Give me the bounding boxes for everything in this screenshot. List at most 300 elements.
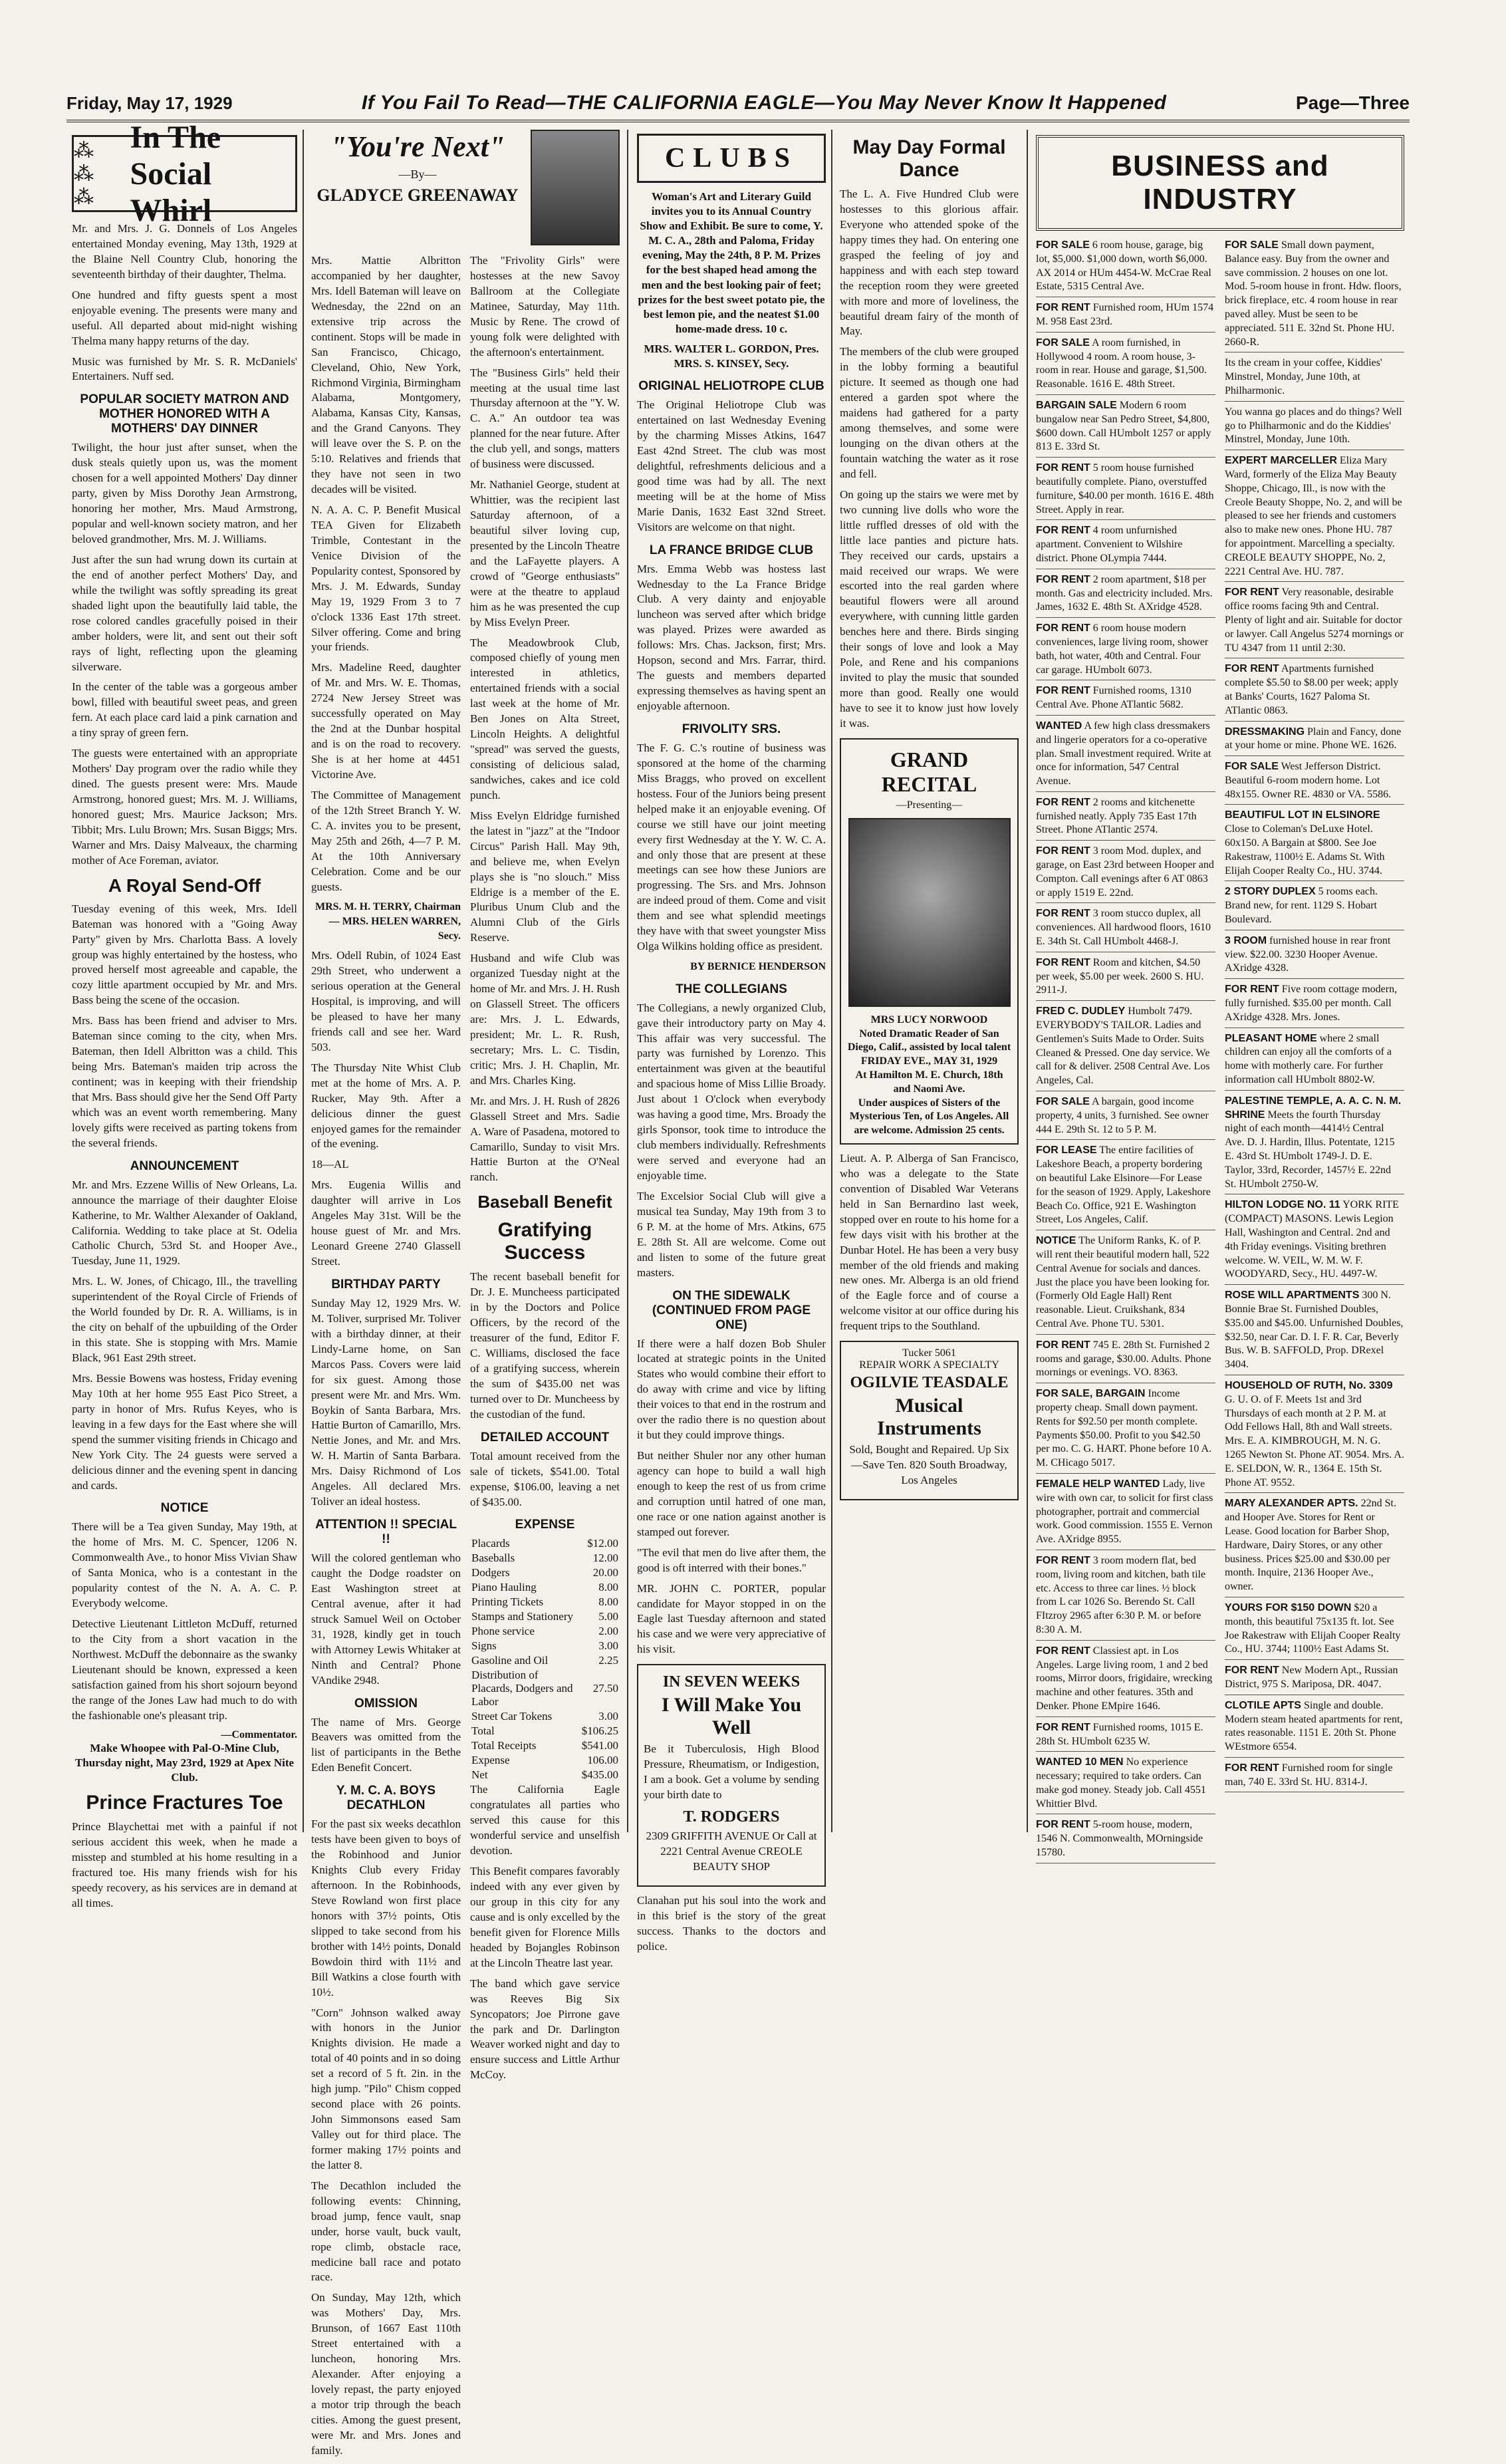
- classified-ad: [1036, 796, 1215, 841]
- classified-text: 300 N. Bonnie Brae St. Furnished Doubles, $35.00 and $45.00. Unfurnished Doubles, $32.50, near Car. D. I. F. R. Car, Beverly Bus. W. B. SAFFOLD, Prop. DRexel 3404.: [1225, 1290, 1404, 1371]
- article-headline: OMISSION: [354, 1696, 418, 1711]
- article-headline: DETAILED ACCOUNT: [480, 1430, 610, 1444]
- expense-item: Piano Hauling: [471, 1581, 537, 1594]
- article-headline: BIRTHDAY PARTY: [331, 1277, 441, 1292]
- classified-text: 22nd St. and Hooper Ave. Stores for Rent or Lease. Good location for Barber Shop, Hardware, Dairy Stores, or any other business. Prices $25.00 and $30.00 per month. Inquire, 2136 Hooper Ave., owner.: [1225, 1498, 1396, 1593]
- expense-item: Gasoline and Oil: [471, 1654, 549, 1667]
- classified-heading: FOR RENT: [1225, 663, 1279, 675]
- classified-ad: [1225, 406, 1404, 450]
- classified-heading: DRESSMAKING: [1225, 726, 1305, 738]
- classified-heading: FOR RENT: [1036, 956, 1090, 968]
- classified-ad: [1225, 1601, 1404, 1660]
- classified-heading: BARGAIN SALE: [1036, 399, 1117, 411]
- classified-ad: [1036, 399, 1215, 458]
- classified-text: Furnished rooms, 1310 Central Ave. Phone ATlantic 5682.: [1036, 685, 1192, 711]
- section-title: CLUBS: [637, 134, 826, 183]
- article-paragraph: Sunday May 12, 1929 Mrs. W. M. Toliver, surprised Mr. Toliver with a birthday dinner, at their Lindy-Larne home, on San Marcos Pass. Covers were laid for six guest. Among those present were Mr. and Mrs. Wm. Boykin of Santa Barbara, Mrs. Hattie Burton of Camarillo, Mrs. Nettie Jones, and Mr. and Mrs. W. H. Martin of Santa Barbara. Mrs. Daisy Richmond of Los Angeles. All declared Mrs. Toliver an ideal hostess.: [311, 1296, 461, 1508]
- section-title: In The Social Whirl: [130, 119, 221, 228]
- ad-address: 2309 GRIFFITH AVENUE Or Call at 2221 Central Avenue CREOLE BEAUTY SHOP: [646, 1830, 817, 1873]
- article-paragraph: Detective Lieutenant Littleton McDuff, returned to the City from a short vacation in the Northwest. McDuff the debonnaire as the swanky Lieutenant should be known, expressed a keen satisfaction gained from his short sojourn beyond the range of the Jones Law had much to do with the fashionable one's pleasant trip.: [72, 1617, 297, 1722]
- classified-text: 2 room apartment, $18 per month. Gas and electricity included. Mrs. James, 1632 E. 48th St. AXridge 4528.: [1036, 573, 1213, 613]
- expense-row: [470, 1753, 620, 1768]
- classified-text: 6 room house, garage, big lot, $5,000. $1,000 down, worth $6,000. AX 2014 or HUm 4454-W. McCrae Real Estate, 5315 Central Ave.: [1036, 239, 1211, 293]
- author-name: GLADYCE GREENAWAY: [316, 186, 519, 205]
- classified-text: 4 room unfurnished apartment. Convenient to Wilshire district. Phone OLympia 7444.: [1036, 525, 1183, 564]
- classified-ad: [1225, 1497, 1404, 1597]
- classified-heading: YOURS FOR $150 DOWN: [1225, 1601, 1352, 1613]
- by-line-label: —By—: [398, 168, 437, 181]
- expense-item: Expense: [471, 1754, 510, 1767]
- classified-text: Lady, live wire with own car, to solicit for first class photographer, portrait and commercial work. Good commission. 1555 E. Vernon Ave. AXridge 8955.: [1036, 1478, 1213, 1546]
- expense-row: [470, 1653, 620, 1668]
- classified-text: Very reasonable, desirable office rooms facing 9th and Central. Plenty of light and air. Suitable for doctor or lawyer. Call Angelus 5274 mornings or TU 4347 from 11 until 2:30.: [1225, 587, 1404, 654]
- classified-heading: FOR RENT: [1036, 622, 1090, 634]
- column-business-industry: [1031, 130, 1410, 1859]
- article-paragraph: But neither Shuler nor any other human agency can hope to build a wall high enough to keep the rest of us from crime and corruption until hatred of one man, one race or one nation against another is stamped out forever.: [637, 1449, 826, 1538]
- article-paragraph: Miss Evelyn Eldridge furnished the latest in "jazz" at the "Indoor Circus" Parish Hall. May 9th, and believe me, when Evelyn plays she is "no slouch." Miss Eldrige is a member of the E. Pluribus Unum Club and the Alumni Club of the Girls Reserve.: [470, 809, 620, 944]
- classified-ad: [1036, 1645, 1215, 1717]
- classified-text: New Modern Apt., Russian District, 975 S. Mariposa, DR. 4047.: [1225, 1665, 1398, 1690]
- classified-heading: FOR RENT: [1225, 1665, 1279, 1677]
- article-paragraph: Mrs. Bass has been friend and adviser to Mrs. Bateman since coming to the city, when Mrs. Bateman, then Idell Albritton was a child. This being Mrs. Bateman's maiden trip across the continent; was in keeping with their friendship that Mrs. Bass should give her the Send Off Party which was an event worth remembering. Many lovely gifts were received as parting tokens from the several friends.: [72, 1014, 297, 1149]
- classified-text: Meets the fourth Thursday night of each month—4414½ Central Ave. D. J. Hardin, Illus. Potentate, 1215 E. 43rd St. HUmbolt 1749-J. D. E. Taylor, 33rd, Recorder, 1457½ E. 22nd St. HUmbolt 2750-W.: [1225, 1109, 1395, 1190]
- expense-row: [470, 1566, 620, 1580]
- article-paragraph: Mr. and Mrs. J. H. Rush of 2826 Glassell Street and Mrs. Sadie A. Ware of Pasadena, motored to Camarillo, Sunday to visit Mrs. Hattie Burton at the O'Neal ranch.: [470, 1094, 620, 1184]
- masthead-slogan: If You Fail To Read—THE CALIFORNIA EAGLE—You May Never Know It Happened: [361, 92, 1167, 114]
- expense-amount: 106.00: [587, 1754, 618, 1767]
- article-headline: May Day Formal Dance: [852, 136, 1006, 181]
- expense-item: Signs: [471, 1639, 497, 1653]
- classified-heading: HILTON LODGE NO. 11: [1225, 1199, 1340, 1211]
- classified-heading: 2 STORY DUPLEX: [1225, 886, 1316, 898]
- article-paragraph: The Original Heliotrope Club was entertained on last Wednesday Evening by the charming Misses Atkins, 1647 East 42nd Street. The club was most delightful, refreshments delicious and a good time was had by all. The next meeting will be at the home of Miss Marie Danis, 1632 East 32nd Street. Visitors are welcome on that night.: [637, 398, 826, 533]
- article-headline: A Royal Send-Off: [108, 875, 261, 896]
- expense-item: Dodgers: [471, 1566, 510, 1579]
- classified-ad: [1225, 726, 1404, 757]
- classified-heading: FOR RENT: [1036, 573, 1090, 585]
- classified-heading: HOUSEHOLD OF RUTH, No. 3309: [1225, 1379, 1393, 1391]
- article-paragraph: The Collegians, a newly organized Club, gave their introductory party on May 4. This affair was very successful. The party was furnished by Lorenzo. This entertainment was given at the beautiful and spacious home of Miss Lillie Broady. Just about 1 O'clock when everybody was having a good time, Mrs. Broady the girls Sponsor, took time to introduce the club members individually. Refreshments were served and everyone had an enjoyable time.: [637, 1001, 826, 1182]
- article-paragraph: If there were a half dozen Bob Shuler located at strategic points in the United States who would combine their effort to do away with crime and vice by lifting their voices to that end in the rostrum and over the radio there is no question about it but they could improve things.: [637, 1337, 826, 1442]
- classified-heading: FOR RENT: [1036, 908, 1090, 920]
- classified-ad: [1225, 1664, 1404, 1695]
- recital-venue: At Hamilton M. E. Church, 18th and Naomi Ave.: [855, 1069, 1003, 1095]
- classified-heading: FOR RENT: [1036, 302, 1090, 314]
- article-headline: ANNOUNCEMENT: [130, 1159, 239, 1173]
- classified-ad: [1036, 1339, 1215, 1383]
- classified-heading: FOR RENT: [1036, 1339, 1090, 1351]
- article-paragraph: In the center of the table was a gorgeous amber bowl, filled with beautiful sweet peas, and green fern. At each place card laid a pink carnation and a tiny spray of green fern.: [72, 680, 297, 740]
- expense-item: Phone service: [471, 1625, 535, 1638]
- article-paragraph: This Benefit compares favorably indeed with any ever given by our group in this city for any cause and is only excelled by the benefit given for Florence Mills headed by Bojangles Robinson at the Lincoln Theatre last year.: [470, 1865, 620, 1969]
- article-paragraph: The Committee of Management of the 12th Street Branch Y. W. C. A. invites you to be present, May 25th and 26th, 4—7 P. M. At the 10th Anniversary Celebration. Come and be our guests.: [311, 788, 461, 893]
- signature: 18—AL: [311, 1158, 349, 1171]
- performer-portrait: [848, 818, 1011, 1007]
- classified-text: Income property cheap. Small down payment. Rents for $92.50 per month complete. Payments $50.00. Profit to you $42.50 per mo. C. G. HART. Phone before 10 A. M. CHicago 5017.: [1036, 1388, 1212, 1469]
- classified-text: Furnished rooms, 1015 E. 28th St. HUmbolt 6235 W.: [1036, 1721, 1203, 1747]
- article-paragraph: The "Business Girls" held their meeting at the usual time last Thursday afternoon at the "Y. W. C. A." An outdoor tea was planned for the near future. After the club yell, and songs, matters of business were discussed.: [470, 366, 620, 471]
- classified-ad: [1225, 1699, 1404, 1758]
- column-rule: [831, 130, 832, 1832]
- classified-ad: [1036, 239, 1215, 297]
- masthead: [66, 86, 1410, 122]
- expense-amount: $12.00: [587, 1537, 618, 1550]
- classified-heading: FOR RENT: [1225, 984, 1279, 996]
- classified-text: Close to Coleman's DeLuxe Hotel. 60x150. A Bargain at $800. See Joe Rakestraw, 1100½ E. Adams St. With Elijah Cooper Realty Co., HU. 3744.: [1225, 823, 1385, 877]
- ad-body: Be it Tuberculosis, High Blood Pressure, Rheumatism, or Indigestion, I am a book. Get a volume by sending your birth date to: [644, 1742, 819, 1802]
- expense-amount: 2.25: [598, 1654, 618, 1667]
- classified-text: You wanna go places and do things? Well go to Philharmonic and do the Kiddies' Minstrel, Monday, June 10th.: [1225, 406, 1402, 446]
- article-paragraph: The Meadowbrook Club, composed chiefly of young men interested in athletics, entertained friends with a social last week at the home of Mr. Ben Jones on Alta Street, Lincoln Heights. A delightful "spread" was served the guests, consisting of delicious salad, sandwiches, cakes and ice cold punch.: [470, 636, 620, 801]
- expense-amount: $106.25: [581, 1724, 618, 1738]
- classified-ad: [1225, 983, 1404, 1027]
- classified-heading: FOR RENT: [1036, 1721, 1090, 1733]
- classified-heading: FOR LEASE: [1036, 1145, 1097, 1157]
- column-clubs: [632, 130, 831, 1953]
- classified-text: 3 room stucco duplex, all conveniences. All hardwood floors, 1610 E. 34th St. Call HUmbolt 4468-J.: [1036, 908, 1211, 948]
- classified-text: furnished house in rear front view. $22.00. 3230 Hooper Avenue. AXridge 4328.: [1225, 934, 1391, 974]
- classified-text: The Uniform Ranks, K. of P. will rent their beautiful modern hall, 522 Central Avenue for socials and dances. Just the place you have been looking for. (Formerly Old Eagle Hall) Rent reasonable. Lieut. Cruikshank, 834 Central Ave. Phone TU. 5301.: [1036, 1235, 1210, 1329]
- expense-row: [470, 1709, 620, 1724]
- classified-text: Apartments furnished complete $5.50 to $8.00 per week; apply at Banks' Courts, 1627 Paloma St. ATlantic 0863.: [1225, 663, 1399, 716]
- expense-amount: $435.00: [581, 1768, 618, 1782]
- classified-ad: [1036, 337, 1215, 395]
- classified-heading: FOR SALE: [1036, 239, 1090, 251]
- classified-ad: [1225, 1198, 1404, 1285]
- article-paragraph: There will be a Tea given Sunday, May 19th, at the home of Mrs. M. C. Spencer, 1206 N. Commonwealth Ave., to honor Miss Vivian Shaw of Santa Monica, who is a contestant in the popularity contest of the N. A. A. C. P. Everybody welcome.: [72, 1520, 297, 1610]
- classified-heading: EXPERT MARCELLER: [1225, 455, 1337, 467]
- classified-text: 6 room house modern conveniences, large living room, shower bath, hot water, 40th and Central. Four car garage. HUmbolt 6073.: [1036, 622, 1209, 676]
- classified-heading: FOR SALE: [1036, 1096, 1090, 1108]
- article-paragraph: Mrs. Madeline Reed, daughter of Mr. and Mrs. W. E. Thomas, 2724 New Jersey Street was successfully operated on May the 2nd at the Dunbar hospital and is on the road to recovery. She is at her home at 4451 Victorine Ave.: [311, 661, 461, 781]
- column-social-whirl: [66, 119, 303, 1909]
- article-headline: Gratifying Success: [497, 1219, 592, 1264]
- ad-phone: Tucker 5061: [902, 1347, 956, 1359]
- classified-ad: [1036, 1095, 1215, 1140]
- expense-amount: $541.00: [581, 1739, 618, 1752]
- classified-ad: [1225, 662, 1404, 721]
- recital-presenting: —Presenting—: [896, 799, 963, 811]
- classified-ad: [1036, 1144, 1215, 1230]
- classified-ad: [1036, 524, 1215, 569]
- expense-item: Placards: [471, 1537, 510, 1550]
- article-paragraph: Twilight, the hour just after sunset, when the dusk steals quietly upon us, was the moment chosen for a well appointed Mothers' Day dinner party, given by Miss Dorothy Jean Armstrong, honoring her mother, Mrs. Maud Armstrong, popular and well-known society matron, and her beloved grandmother, Mrs. M. J. Williams.: [72, 441, 297, 545]
- classified-heading: PLEASANT HOME: [1225, 1032, 1317, 1044]
- expense-amount: 3.00: [598, 1639, 618, 1653]
- classified-ad: [1225, 454, 1404, 582]
- social-whirl-header: [72, 119, 297, 228]
- expense-amount: 5.00: [598, 1610, 618, 1623]
- classified-ad: [1225, 356, 1404, 401]
- classified-heading: PALESTINE TEMPLE, A. A. C. N. M. SHRINE: [1225, 1095, 1402, 1121]
- classified-heading: FOR RENT: [1036, 462, 1090, 474]
- article-paragraph: One hundred and fifty guests spent a most enjoyable evening. The presents were many and useful. All departed about mid-night wishing Thelma many happy returns of the day.: [72, 288, 297, 347]
- article-paragraph: "The evil that men do live after them, the good is oft interred with their bones.": [637, 1546, 826, 1574]
- classified-text: 3 room Mod. duplex, and garage, on East 23rd between Hooper and Compton. Call evenings after 6 AT 0863 or apply 1519 E. 22nd.: [1036, 845, 1214, 898]
- article-paragraph: On Sunday, May 12th, which was Mothers' Day, Mrs. Brunson, of 1667 East 110th Street entertained with a luncheon, honoring Mrs. Alexander. After enjoying a lovely repast, the party enjoyed a motor trip through the beach cities. Among the guest present, were Mr. and Mrs. Jones and family.: [311, 2291, 461, 2457]
- expense-row: [470, 1609, 620, 1624]
- article-headline: NOTICE: [160, 1501, 209, 1516]
- classified-heading: FOR RENT: [1225, 1762, 1279, 1774]
- article-paragraph: Lieut. A. P. Alberga of San Francisco, who was a delegate to the State convention of Disabled War Veterans held in San Bernardino last week, stopped over en route to his home for a few days visit with his brother at the Dunbar Hotel. He has been a very busy member of the old friends and making new ones. Mr. Alberga is an old friend of the Eagle force and of course a welcome visitor at our office during his frequent trips to the Southland.: [840, 1151, 1019, 1333]
- byline: BY BERNICE HENDERSON: [690, 961, 826, 973]
- music-advertisement: [840, 1341, 1019, 1500]
- article-paragraph: Mrs. Bessie Bowens was hostess, Friday evening May 10th at her home 955 East Pico Street, a party in honor of Mrs. Rufus Keyes, who is leaving in a few days for the East where she will spend the summer visiting friends in Chicago and New York City. The 24 guests were served a delicious dinner and the evening spent in dancing and cards.: [72, 1371, 297, 1492]
- expense-row: [470, 1624, 620, 1639]
- classified-text: Classiest apt. in Los Angeles. Large living room, 1 and 2 bed rooms, Mirror doors, frigidaire, wrecking machine and other features. 35th and Denker. Phone EMpire 1646.: [1036, 1645, 1213, 1712]
- ad-name: T. RODGERS: [683, 1808, 780, 1826]
- classified-ad: [1036, 1721, 1215, 1752]
- author-portrait: [531, 130, 620, 245]
- classified-ad: [1036, 301, 1215, 333]
- expense-item: Baseballs: [471, 1552, 515, 1565]
- classified-ad: [1036, 1756, 1215, 1814]
- expense-row: [470, 1536, 620, 1551]
- classified-ad: [1225, 760, 1404, 805]
- ornament: ⁂ ⁂ ⁂: [74, 139, 95, 208]
- article-headline: EXPENSE: [515, 1518, 575, 1532]
- article-paragraph: The F. G. C.'s routine of business was sponsored at the home of the charming Miss Braggs, who proved on excellent hostess. Four of the Juniors being present helped make it an enjoyable evening. Of course we still have our joint meeting every first Wednesday at the Y. W. C. A. and only those that are present at these meetings can see how these Juniors are progressing. The Srs. and Mrs. Johnson are indeed proud of them. Come and visit them and see what splendid meetings they have with that sweet youngster Miss Olga Wilkins holding office as president.: [637, 741, 826, 953]
- classified-heading: WANTED 10 MEN: [1036, 1756, 1124, 1768]
- expense-item: Total Receipts: [471, 1739, 537, 1752]
- article-headline: FRIVOLITY SRS.: [682, 722, 781, 736]
- classified-text: 5-room house, modern, 1546 N. Commonwealth, MOrningside 15780.: [1036, 1819, 1203, 1859]
- expense-amount: 2.00: [598, 1625, 618, 1638]
- classified-ad: [1036, 720, 1215, 792]
- classified-text: G. U. O. of F. Meets 1st and 3rd Thursdays of each month at 2 P. M. at Odd Fellows Hall, 8th and Wall streets. Mrs. E. A. KIMBROUGH, M. N. G. 1265 Newton St. Phone AT. 9054. Mrs. A. E. SELDON, W. R., 1364 E. 15th St. Phone AT. 9552.: [1225, 1393, 1404, 1488]
- classified-ad: [1225, 239, 1404, 352]
- article-paragraph: Mrs. L. W. Jones, of Chicago, Ill., the travelling superintendent of the Royal Circle of Friends of the World founded by Dr. R. A. Williams, is in the city on behalf of the upbuilding of the Order in this state. She is stopping with Mrs. Mamie Black, 961 East 29th street.: [72, 1275, 297, 1364]
- ad-kicker: IN SEVEN WEEKS: [662, 1673, 801, 1691]
- classified-heading: FRED C. DUDLEY: [1036, 1006, 1126, 1018]
- youre-next-header: [311, 130, 620, 245]
- classified-ad: [1036, 1478, 1215, 1550]
- classified-ad: [1225, 1289, 1404, 1375]
- classified-text: A bargain, good income property, 4 units, 3 furnished. See owner 444 E. 29th St. 12 to 5 P. M.: [1036, 1096, 1209, 1135]
- page-number: Page—Three: [1295, 92, 1410, 113]
- article-paragraph: The guests were entertained with an appropriate Mothers' Day program over the radio while they dined. The guests present were: Mrs. Maude Armstrong, honored guest; Mrs. M. J. Williams, honored guest; Mrs. Maurice Jackson; Mrs. Tibbit; Mrs. Lulu Brown; Mrs. Susan Biggs; Mrs. Warner and Mrs. Daisy Malveaux, the charming mother of Ace Foreman, aviator.: [72, 747, 297, 867]
- classified-text: where 2 small children can enjoy all the comforts of a home with motherly care. For further information call HUmbolt 8802-W.: [1225, 1032, 1392, 1086]
- issue-date: Friday, May 17, 1929: [66, 92, 233, 113]
- classified-text: West Jefferson District. Beautiful 6-room modern home. Lot 48x155. Owner RE. 4830 or VA. 5586.: [1225, 761, 1392, 800]
- classified-ad: [1225, 1379, 1404, 1493]
- classified-heading: NOTICE: [1036, 1235, 1076, 1247]
- article-paragraph: The California Eagle congratulates all parties who served this cause for this wonderful service and unselfish devotion.: [470, 1783, 620, 1857]
- classified-heading: FOR RENT: [1036, 685, 1090, 697]
- article-paragraph: The Thursday Nite Whist Club met at the home of Mrs. A. P. Rucker, May 9th. After a delicious dinner the guest enjoyed games for the remainder of the evening.: [311, 1061, 461, 1151]
- article-paragraph: Mrs. Mattie Albritton accompanied by her daughter, Mrs. Idell Bateman will leave on Wednesday, the 22nd on an extensive trip across the continent. Stops will be made in San Francisco, Chicago, Cleveland, Ohio, New York, Richmond Virginia, Birmingham Alabama, Montgomery, Alabama, Kansas City, Kansas, and the Grand Canyons. They will leave over the S. P. on the 5:10. Relatives and friends that they have not seen in two decades will be visited.: [311, 254, 461, 496]
- article-paragraph: Tuesday evening of this week, Mrs. Idell Bateman was honored with a "Going Away Party" given by Mrs. Charlotta Bass. A lovely group was highly entertained by the hostess, who proved herself most agreeable and capable, the cozy little apartment occupied by Mr. and Mrs. Bass being the scene of the occasion.: [72, 902, 297, 1007]
- article-paragraph: Just after the sun had wrung down its curtain at the end of another perfect Mothers' Day, and while the twilight was softly spreading its great shaded light upon the beautifully laid table, the rose colored candles gracefully poised in their amber holders, were lit, and sent out their soft rays of light, reflecting upon the gleaming silverware.: [72, 553, 297, 673]
- classified-ad: [1225, 1095, 1404, 1195]
- ad-tagline: REPAIR WORK A SPECIALTY: [859, 1359, 999, 1371]
- classified-heading: FOR SALE: [1225, 761, 1279, 773]
- article-paragraph: "Corn" Johnson walked away with honors in the Junior Knights division. He made a total of 40 points and in so doing set a record of 5 ft. 2in. in the high jump. "Pilo" Chism copped second place with 26 points. John Simmonsons eased Sam Valley out for third place. The former making 17½ points and the latter 8.: [311, 2006, 461, 2171]
- classified-ad: [1036, 956, 1215, 1001]
- article-paragraph: Music was furnished by Mr. S. R. McDaniels' Entertainers. Nuff sed.: [72, 354, 297, 383]
- byline: —Commentator.: [221, 1728, 297, 1740]
- classified-heading: FOR RENT: [1036, 796, 1090, 808]
- article-headline: POPULAR SOCIETY MATRON AND MOTHER HONORED WITH A MOTHERS' DAY DINNER: [80, 392, 289, 436]
- expense-item: Total: [471, 1724, 495, 1738]
- article-headline: Baseball Benefit: [477, 1192, 612, 1212]
- classified-text: The entire facilities of Lakeshore Beach, a property bordering on beautiful Lake Elsinore—For Lease for the season of 1929. Apply, Lakeshore Beach Co. Office, 921 E. Washington Street, Los Angeles, Calif.: [1036, 1145, 1211, 1226]
- expense-amount: 12.00: [592, 1552, 618, 1565]
- classified-heading: FOR RENT: [1036, 525, 1090, 537]
- performer-description: Noted Dramatic Reader of San Diego, Calif., assisted by local talent: [847, 1027, 1011, 1053]
- article-paragraph: For the past six weeks decathlon tests have been given to boys of the Robinhood and Junior Knights Club every Friday afternoon. In the Robinhoods, Steve Rowland won first place honors with 37½ points, Otis slipped to take second from his brother with 14½ points, Donald Bowdoin third with 11½ and Bill Watkins a close fourth with 10½.: [311, 1818, 461, 1998]
- column-rule: [303, 130, 304, 1832]
- classified-ad: [1225, 885, 1404, 930]
- classified-text: Humbolt 7479. EVERYBODY'S TAILOR. Ladies and Gentlemen's Suits Made to Order. Suits Cleaned & Pressed. One day service. We call for & deliver. 2508 Central Ave. Los Angeles, Cal.: [1036, 1006, 1210, 1087]
- expense-amount: 8.00: [598, 1581, 618, 1594]
- classified-heading: BEAUTIFUL LOT IN ELSINORE: [1225, 809, 1380, 821]
- classified-heading: FOR RENT: [1036, 1554, 1090, 1566]
- classified-text: Plain and Fancy, done at your home or mine. Phone WE. 1626.: [1225, 726, 1402, 752]
- classified-heading: FEMALE HELP WANTED: [1036, 1478, 1160, 1490]
- article-headline: ON THE SIDEWALK (CONTINUED FROM PAGE ONE): [652, 1288, 811, 1332]
- classified-text: Single and double. Modern steam heated apartments for rent, rates reasonable. 1151 E. 20th St. Phone WEstmore 6554.: [1225, 1699, 1403, 1753]
- expense-item: Stamps and Stationery: [471, 1610, 573, 1623]
- classified-text: No experience necessary; required to take orders. Can make god money. Steady job. Call 4551 Whittier Blvd.: [1036, 1756, 1206, 1810]
- column-youre-next: [306, 130, 625, 2457]
- expense-item: Net: [471, 1768, 488, 1782]
- classified-text: 2 rooms and kitchenette furnished neatly. Apply 735 East 17th Street. Phone ATlantic 2574.: [1036, 796, 1197, 836]
- classified-text: YORK RITE (COMPACT) MASONS. Lewis Legion Hall, Washington and Central. 2nd and 4th Friday evenings. Visiting brethren welcome. W. VEIL, W. M. W. F. WOODYARD, Secy., HU. 4497-W.: [1225, 1199, 1399, 1280]
- classified-heading: FOR SALE: [1225, 239, 1279, 251]
- article-headline: ORIGINAL HELIOTROPE CLUB: [638, 379, 824, 394]
- classifieds-left: [1036, 239, 1215, 1867]
- classified-text: 5 rooms each. Brand new, for rent. 1129 S. Hobart Boulevard.: [1225, 886, 1378, 926]
- article-paragraph: Husband and wife Club was organized Tuesday night at the home of Mr. and Mrs. J. H. Rush on Glassell Street. The officers are: Mrs. J. L. Edwards, president; Mr. L. R. Rush, secretary; Mrs. L. C. Tisdin, critic; Mrs. J. H. Chaplin, Mr. and Mrs. Charles King.: [470, 952, 620, 1087]
- article-paragraph: Mr. and Mrs. Ezzene Willis of New Orleans, La. announce the marriage of their daughter Eloise Katherine, to Mr. Walther Alexander of Oakland, California. Wedding to take place at St. Odelia Catholic Church, 53rd St. and Hooper Ave., Tuesday, June 11, 1929.: [72, 1178, 297, 1268]
- ad-name: OGILVIE TEASDALE: [850, 1374, 1009, 1392]
- classified-ad: [1225, 809, 1404, 881]
- expense-row: [470, 1668, 620, 1709]
- article-paragraph: Mrs. Odell Rubin, of 1024 East 29th Street, who underwent a serious operation at the General Hospital, is improving, and will be pleased to have her many friends call and see her. Ward 503.: [311, 949, 461, 1053]
- article-paragraph: The recent baseball benefit for Dr. J. E. Muncheess participated in by the Doctors and Police Officers, by the record of the treasurer of the fund, Editor F. C. Williams, disclosed the face of a gratifying success, wherein the sum of $435.00 net was turned over to Dr. Muncheess by the custodian of the fund.: [470, 1270, 620, 1421]
- classified-text: Room and kitchen, $4.50 per week, $5.00 per week. 2600 S. HU. 2911-J.: [1036, 956, 1204, 996]
- expense-table: [470, 1536, 620, 1782]
- classified-ad: [1225, 586, 1404, 658]
- article-paragraph: Mrs. Emma Webb was hostess last Wednesday to the La France Bridge Club. A very dainty and enjoyable luncheon was served after which bridge was played. Prizes were awarded as follows: Mrs. Chas. Jackson, first; Mrs. Hopson, second and Mrs. Farrar, third. The guests and members departed expressing themselves as having spent an enjoyable afternoon.: [637, 562, 826, 712]
- classified-ad: [1225, 1032, 1404, 1091]
- article-paragraph: The name of Mrs. George Beavers was omitted from the list of participants in the Bethe Eden Benefit Concert.: [311, 1715, 461, 1774]
- classified-ad: [1036, 1234, 1215, 1335]
- classified-ad: [1036, 573, 1215, 618]
- article-paragraph: The members of the club were grouped in the lobby forming a beautiful picture. It seemed as though one had entered a garden spot where the maidens had gathered for a party among themselves, and some were lounging on the divan others at the fountain watching the water as it rose and fell.: [840, 345, 1019, 480]
- ad-body: Sold, Bought and Repaired. Up Six—Save Ten. 820 South Broadway, Los Angeles: [849, 1443, 1009, 1487]
- expense-row: [470, 1551, 620, 1566]
- classified-text: Five room cottage modern, fully furnished. $35.00 per month. Call AXridge 4328. Mrs. Jones.: [1225, 984, 1398, 1023]
- health-advertisement: [637, 1664, 826, 1887]
- classified-heading: FOR RENT: [1036, 1645, 1090, 1657]
- expense-amount: 3.00: [598, 1710, 618, 1723]
- classified-ad: [1036, 622, 1215, 680]
- classified-ad: [1036, 1818, 1215, 1863]
- classified-text: Modern 6 room bungalow near San Pedro Street, $4,800, $600 down. Call HUmbolt 1257 or apply 813 E. 33rd St.: [1036, 399, 1211, 453]
- expense-item: Street Car Tokens: [471, 1710, 553, 1723]
- classified-text: 3 room modern flat, bed room, living room and kitchen, bath tile etc. Access to three car lines. ½ block from L car 1026 So. Berendo St. Call FItzroy 2965 after 6:30 P. M. or before 8:30 A. M.: [1036, 1554, 1206, 1635]
- expense-row: [470, 1738, 620, 1753]
- classified-heading: MARY ALEXANDER APTS.: [1225, 1498, 1358, 1510]
- classified-text: Its the cream in your coffee, Kiddies' Minstrel, Monday, June 10th, at Philharmonic.: [1225, 357, 1382, 396]
- classified-heading: 3 ROOM: [1225, 934, 1267, 946]
- ad-title: I Will Make You Well: [661, 1694, 802, 1739]
- recital-auspices: Under auspices of Sisters of the Mysterious Ten, of Los Angeles. All are welcome. Admission 25 cents.: [849, 1097, 1009, 1137]
- expense-amount: 27.50: [592, 1682, 618, 1695]
- article-paragraph: MR. JOHN C. PORTER, popular candidate for Mayor stopped in on the Eagle last Tuesday afternoon and stated his case and we were very appreciative of his visit.: [637, 1581, 826, 1656]
- article-paragraph: N. A. A. C. P. Benefit Musical TEA Given for Elizabeth Trimble, Contestant in the Venice Division of the Popularity contest, Sponsored by Mrs. J. M. Edwards, Sunday May 19, 1929 From 3 to 7 o'clock 1336 East 17th street. Silver offering. Come and bring your friends.: [311, 503, 461, 654]
- recital-title: GRAND RECITAL: [881, 747, 977, 796]
- article-paragraph: Mrs. Eugenia Willis and daughter will arrive in Los Angeles May 31st. Will be the house guest of Mr. and Mrs. Leonard Greene 2740 Glassell Street.: [311, 1178, 461, 1268]
- expense-amount: 8.00: [598, 1595, 618, 1609]
- article-paragraph: Prince Blaychettai met with a painful if not serious accident this week, when he made a misstep and stumbled at his home resulting in a fractured toe. His many friends wish for his speedy recovery, as his services are in demand at all times.: [72, 1820, 297, 1909]
- article-paragraph: The Decathlon included the following events: Chinning, broad jump, fence vault, snap under, horse vault, buck vault, rope climb, obstacle race, medicine ball race and potato race.: [311, 2179, 461, 2284]
- classified-text: A room furnished, in Hollywood 4 room. A room house, 3-room in rear. House and garage, $1,500. Reasonable. 1616 E. 48th Street.: [1036, 337, 1207, 390]
- classified-heading: CLOTILE APTS: [1225, 1699, 1301, 1711]
- classified-text: A few high class dressmakers and lingerie operators for a co-operative plan. Small investment required. Write at once for information, 547 Central Avenue.: [1036, 720, 1211, 787]
- classified-ad: [1036, 1387, 1215, 1474]
- classified-ad: [1225, 934, 1404, 979]
- article-headline: Prince Fractures Toe: [86, 1791, 283, 1814]
- guild-notice: Woman's Art and Literary Guild invites you to its Annual Country Show and Exhibit. Be sure to come, Y. M. C. A., 28th and Paloma, Friday evening, May the 24th, 8 P. M. Prizes for the best shaped head among the men and the best looking pair of feet; prizes for the best sweet potato pie, the best lemon pie, and the neatest $1.00 home-made dress. 10 c.: [638, 190, 825, 335]
- article-paragraph: Mr. and Mrs. J. G. Donnels of Los Angeles entertained Monday evening, May 13th, 1929 at the Blaine Nell Country Club, honoring the seventeenth birthday of their daughter, Thelma.: [72, 222, 297, 281]
- article-paragraph: The Excelsior Social Club will give a musical tea Sunday, May 19th from 3 to 6 P. M. at the home of Mrs. Atkins, 675 E. 28th St. All are welcome. Come out and listen to some of the future great masters.: [637, 1189, 826, 1279]
- guild-notice-signature: MRS. WALTER L. GORDON, Pres. MRS. S. KINSEY, Secy.: [644, 342, 819, 370]
- recital-date: FRIDAY EVE., MAY 31, 1929: [860, 1055, 998, 1067]
- article-headline: THE COLLEGIANS: [676, 982, 787, 996]
- expense-item: Printing Tickets: [471, 1595, 544, 1609]
- article-paragraph: The "Frivolity Girls" were hostesses at the new Savoy Ballroom at the Collegiate Matinee, Saturday, May 11th. Music by Rene. The crowd of young folk were delighted with the afternoon's entertainment.: [470, 254, 620, 358]
- classified-text: 745 E. 28th St. Furnished 2 rooms and garage, $30.00. Adults. Phone mornings or evenings. VO. 8363.: [1036, 1339, 1211, 1379]
- article-paragraph: The band which gave service was Reeves Big Six Syncopators; Joe Pirrone gave the park and Dr. Darlington Weaver worked night and day to ensure success and Little Arthur McCoy.: [470, 1977, 620, 2082]
- article-paragraph: Total amount received from the sale of tickets, $541.00. Total expense, $106.00, leaving a net of $435.00.: [470, 1449, 620, 1508]
- classified-heading: FOR SALE, BARGAIN: [1036, 1388, 1146, 1400]
- article-headline: LA FRANCE BRIDGE CLUB: [649, 543, 814, 557]
- classified-ad: [1036, 1005, 1215, 1091]
- classified-ad: [1225, 1762, 1404, 1793]
- article-paragraph: Will the colored gentleman who caught the Dodge roadster on East Washington street at Central avenue, after it had struck Samuel Weil on October 31, 1928, kindly get in touch with Attorney Lewis Whitaker at Ninth and Central? Phone VAndike 2948.: [311, 1552, 461, 1687]
- performer-name: MRS LUCY NORWOOD: [870, 1014, 988, 1026]
- article-paragraph: The L. A. Five Hundred Club were hostesses to this glorious affair. Everyone who attended spoke of the happy times they had. On entering one grasped the feeling of joy and happiness and with each step toward the reception room they were greeted with more and more of loveliness, the beautiful dream fairy of the month of May.: [840, 188, 1019, 338]
- classified-ad: [1036, 845, 1215, 903]
- classified-heading: FOR RENT: [1225, 587, 1279, 599]
- column-may-day: [834, 130, 1024, 1832]
- column-title: "You're Next": [330, 130, 505, 163]
- classified-ad: [1036, 907, 1215, 952]
- article-paragraph: On going up the stairs we were met by two cunning live dolls who wore the little ruffled dresses of old with the little lace panties and picture hats. They received our cards, upstairs a maid received our wraps. We were escorted into the real garden where beautiful flowers were all around everywhere, with cunning little garden benches here and there. Birds singing their songs of love and look a May Pole, and Rene and his companions invited to play the music that sounded more than good. Really one would have to see it to know just how lovely it was.: [840, 487, 1019, 730]
- classified-heading: WANTED: [1036, 720, 1082, 732]
- signature: MRS. M. H. TERRY, Chairman — MRS. HELEN WARREN, Secy.: [314, 901, 461, 942]
- classified-heading: FOR RENT: [1036, 845, 1090, 857]
- expense-row: [470, 1724, 620, 1738]
- expense-row: [470, 1639, 620, 1653]
- classified-heading: ROSE WILL APARTMENTS: [1225, 1290, 1360, 1301]
- classified-ad: [1036, 684, 1215, 716]
- ad-title: Musical Instruments: [877, 1395, 981, 1440]
- classified-text: Furnished room, HUm 1574 M. 958 East 23rd.: [1036, 302, 1214, 327]
- expense-row: [470, 1595, 620, 1609]
- article-headline: ATTENTION !! SPECIAL !!: [315, 1518, 457, 1547]
- classified-text: 5 room house furnished beautifully complete. Piano, overstuffed furniture, $40.00 per month. 1616 E. 48th Street. Apply in rear.: [1036, 462, 1214, 515]
- column-rule: [1027, 130, 1028, 1832]
- expense-row: [470, 1768, 620, 1782]
- section-title: BUSINESS and INDUSTRY: [1036, 135, 1404, 231]
- classified-text: Eliza Mary Ward, formerly of the Eliza May Beauty Shoppe, Chicago, Ill., is now with the Creole Beauty Shoppe, No. 2, and will be pleased to see her friends and customers also to make new ones. Phone HU. 787 for appointment. Marcelling a specialty. CREOLE BEAUTY SHOPPE, No. 2, 2221 Central Ave. HU. 787.: [1225, 455, 1402, 577]
- classified-heading: FOR SALE: [1036, 337, 1090, 348]
- classified-ad: [1036, 1554, 1215, 1641]
